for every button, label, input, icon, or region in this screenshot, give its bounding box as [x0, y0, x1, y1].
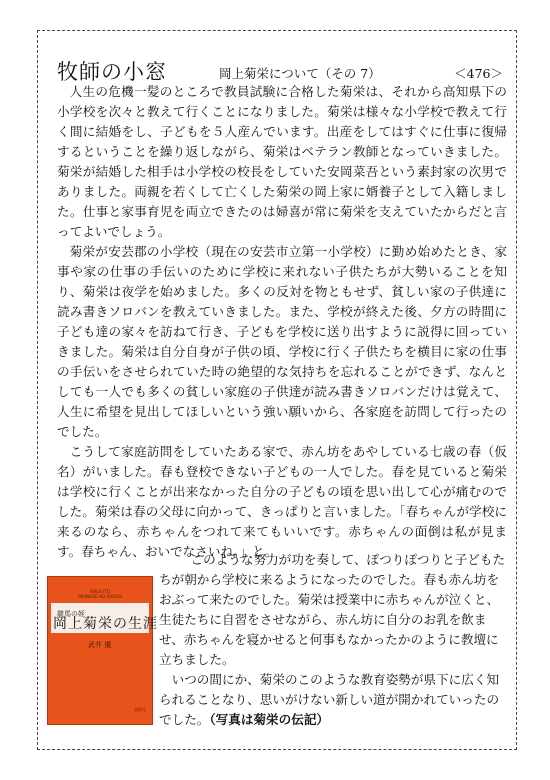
photo-caption: （写真は菊栄の伝記） — [209, 712, 330, 727]
paragraph-2: 菊栄が安芸郡の小学校（現在の安芸市立第一小学校）に勤め始めたとき、家事や家の仕事の手伝いのために学校に来れない子供たちが大勢いることを知り、菊栄は夜学を始めました。多くの反対を物ともせず、貧しい家の子供達に読み書きソロバンを教えていきました。また、学校が終えた後、夕方の時間に子ども達の家々を訪ねて行き、子どもを学校に送り出すように説得に回っていきました。菊栄は自分自身が子供の頃、学校に行く子供たちを横目に家の仕事の手伝いをさせられていた時の絶望的な気持ちを忘れることができず、なんとしても一人でも多くの貧しい家庭の子供達が読み書きソロバンだけは覚えて、人生に希望を見出してほしいという強い願いから、各家庭を訪問して行ったのでした。 — [57, 244, 507, 439]
book-english-title: KIKUE ITO OKANOUE NO SHOGAI — [77, 589, 123, 599]
book-title-band — [51, 603, 158, 633]
book-title: 岡上菊栄の生涯 — [53, 616, 158, 632]
paragraph-5-text: いつの間にか、菊栄のこのような教育姿勢が県下に広く知られることなり、思いがけない新しい道が開かれていったのでした。 — [159, 672, 500, 727]
book-cover-image — [47, 576, 158, 725]
paragraph-3: こうして家庭訪問をしていたある家で、赤ん坊をあやしている七歳の春（仮名）がいました。春も登校できない子どもの一人でした。春を見ていると菊栄は学校に行くことが出来なかった自分の子どもの頃を思い出して心が痛むのでした。菊栄は春の父母に向かって、きっぱりと言いました。「春ちゃんが学校に来るのなら、赤ちゃんをつれて来てもいいです。赤ちゃんの面倒は私が見ます。春ちゃん、おいでなさいね。」と。 — [57, 444, 507, 559]
article-lower — [53, 550, 507, 730]
issue-number: ＜476＞ — [454, 66, 503, 81]
page-title: 牧師の小窓 — [57, 60, 167, 84]
book-series: 龍馬の姪 — [57, 610, 85, 618]
article-body — [57, 82, 507, 562]
paragraph-4: このような努力が功を奏して、ぽつりぽつりと子どもたちが朝から学校に来るようになったのでした。春も赤ん坊をおぶって来たのでした。菊栄は授業中に赤ちゃんが泣くと、生徒たちに自習をさせながら、赤ん坊に自分のお乳を飲ませ、赤ちゃんを寝かせると何事もなかったかのように教壇に立ちました。 — [159, 552, 506, 667]
paragraph-1: 人生の危機一髪のところで教員試験に合格した菊栄は、それから高知県下の小学校を次々と教えて行くことになりました。菊栄は様々な小学校で教えて行く間に結婚をし、子どもを５人産んでいます。出産をしてはすぐに仕事に復帰するということを繰り返しながら、菊栄はベテラン教師となっていきました。菊栄が結婚した相手は小学校の校長をしていた安岡菜吾という素封家の次男でありました。両親を若くして亡くした菊栄の岡上家に婿養子として入籍しました。仕事と家事育児を両立できたのは婦喜が常に菊栄を支えていたからだと言ってよいでしょう。 — [57, 84, 508, 239]
book-author: 武井 優 — [88, 641, 112, 649]
book-publisher: 鳥影社 — [134, 707, 146, 712]
article-subtitle: 岡上菊栄について（その 7） — [219, 66, 381, 81]
